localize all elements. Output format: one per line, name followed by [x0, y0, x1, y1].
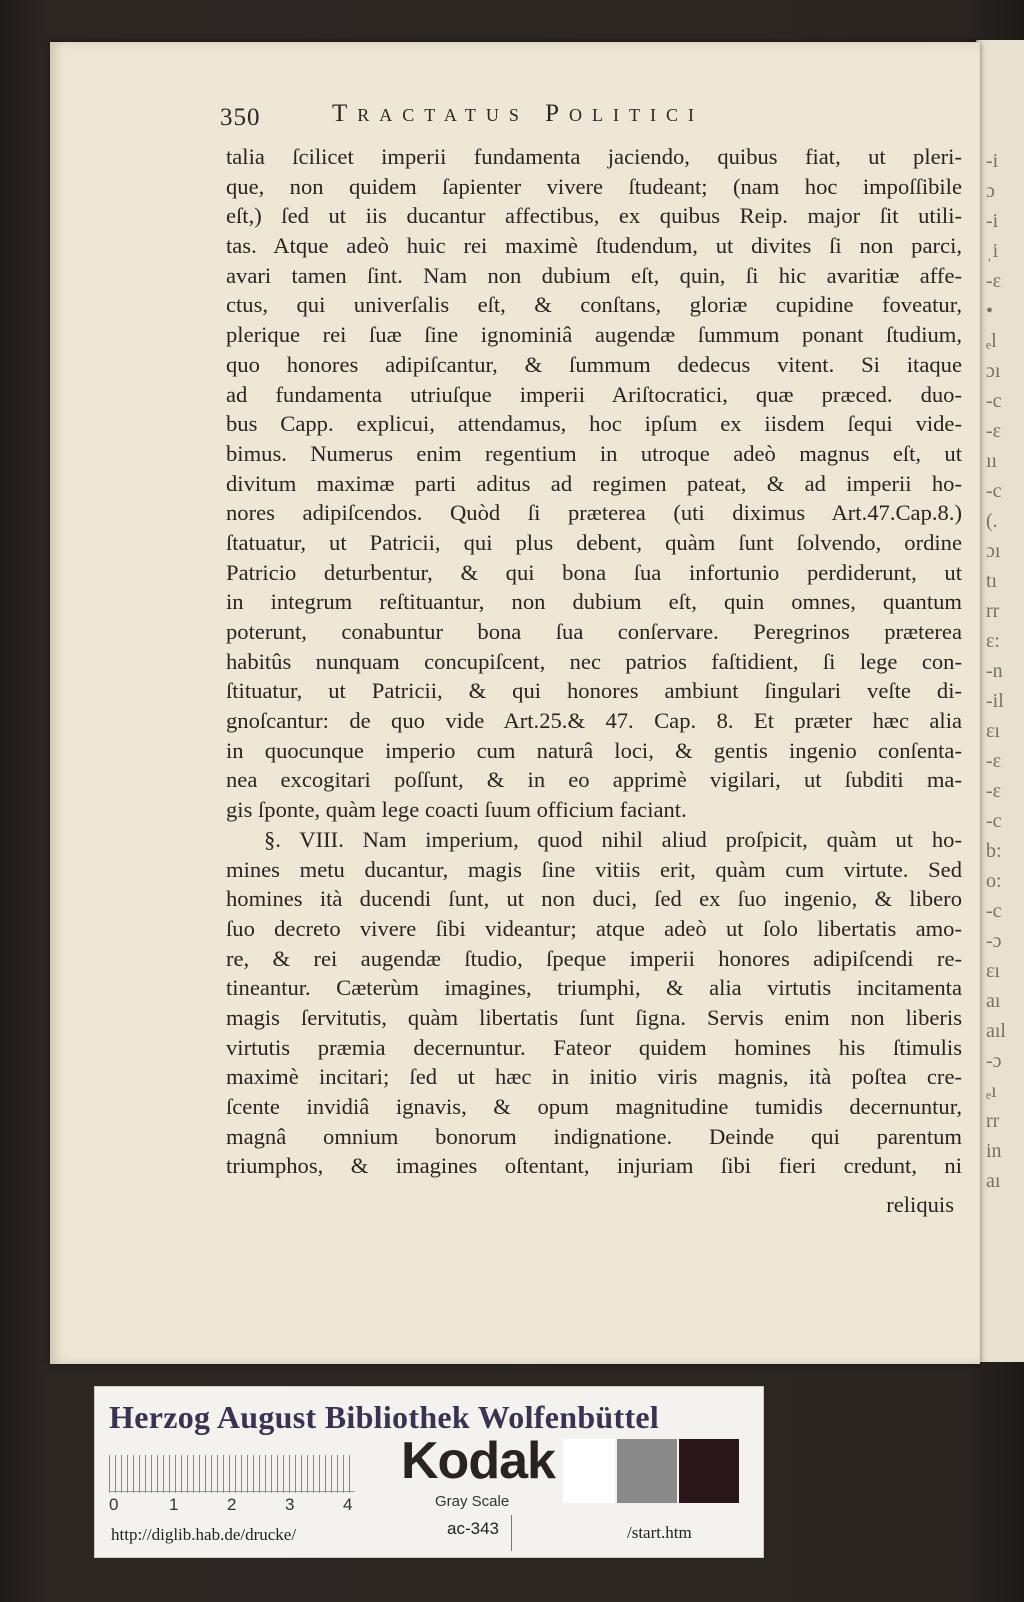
edge-glyph: -n	[986, 660, 1003, 682]
edge-glyph: -il	[986, 690, 1004, 712]
ruler-label: 2	[227, 1495, 237, 1514]
text-line: nea excogitari poſſunt, & in eo apprimè vigilari, ut ſubditi ma-	[226, 767, 962, 793]
edge-glyph: o:	[986, 870, 1002, 892]
text-line: magnâ omnium bonorum indignatione. Deinde qui parentum	[226, 1123, 962, 1149]
body-text	[226, 142, 962, 1181]
ruler-scale	[109, 1455, 355, 1493]
text-line: ſcente invidiâ ignavis, & opum magnitudine tumidis decernuntur,	[226, 1094, 962, 1119]
edge-glyph: aıl	[986, 1020, 1006, 1042]
gray-scale-label: Gray Scale	[435, 1493, 510, 1510]
ruler-label: 0	[109, 1495, 119, 1514]
text-line: in quocunque imperio cum naturâ loci, & gentis ingenio conſenta-	[226, 737, 962, 763]
text-line: ſuo decreto vivere ſibi videantur; atque adeò ut ſolo libertatis amo-	[226, 915, 962, 941]
gray-swatch	[617, 1439, 677, 1503]
edge-glyph: -ɛ	[986, 750, 1002, 772]
kodak-logo: Kodak	[401, 1432, 555, 1490]
edge-glyph: -c	[986, 480, 1002, 502]
url-right: /start.htm	[627, 1523, 692, 1542]
page-number: 350	[220, 104, 261, 131]
text-line: homines ità ducendi ſunt, ut non duci, ſed ex ſuo ingenio, & libero	[226, 886, 962, 912]
edge-glyph: -i	[986, 210, 999, 232]
edge-glyph: (.	[986, 510, 998, 532]
edge-glyph: -c	[986, 390, 1002, 412]
edge-glyph: aı	[986, 990, 1001, 1012]
edge-glyph: tı	[986, 570, 998, 592]
edge-glyph: -i	[986, 150, 999, 172]
text-line: ſtatuatur, ut Patricii, qui plus debent, quàm ſunt ſolvendo, ordine	[226, 529, 962, 555]
edge-glyph: -ɛ	[986, 270, 1002, 292]
text-line: §. VIII. Nam imperium, quod nihil aliud proſpicit, quàm ut ho-	[264, 826, 962, 852]
text-line: Patricio deturbentur, & qui bona ſua infortunio perdiderunt, ut	[226, 559, 962, 585]
library-name: Herzog August Bibliothek Wolfenbüttel	[109, 1399, 660, 1435]
text-line: triumphos, & imagines oſtentant, injuriam ſibi fieri credunt, ni	[226, 1153, 962, 1179]
text-line: talia ſcilicet imperii fundamenta jaciendo, quibus fiat, ut pleri-	[226, 144, 962, 169]
text-line: gis ſponte, quàm lege coacti ſuum officium faciant.	[226, 797, 687, 823]
edge-glyph: ₑl	[986, 330, 997, 352]
edge-glyph: -ɔ	[986, 930, 1002, 952]
text-line: que, non quidem ſapienter vivere ſtudeant; (nam hoc impoſſibile	[226, 173, 962, 199]
edge-glyph: rr	[986, 1110, 1000, 1132]
text-line: ctus, qui univerſalis eſt, & conſtans, gloriæ cupidine foveatur,	[226, 292, 962, 318]
edge-glyph: ɛ:	[986, 630, 1000, 652]
url-left: http://diglib.hab.de/drucke/	[111, 1525, 297, 1544]
color-reference-card	[94, 1386, 764, 1558]
catalog-code: ac-343	[447, 1519, 499, 1538]
code-divider	[511, 1515, 512, 1551]
text-line: virtutis præmia decernuntur. Fateor quidem homines his ſtimulis	[226, 1034, 962, 1060]
text-line: nores adipiſcendos. Quòd ſi præterea (uti diximus Art.47.Cap.8.)	[226, 500, 962, 526]
edge-glyph: ɛı	[986, 720, 1000, 742]
text-line: habitûs nunquam concupiſcent, nec patrios faſtidient, ſi lege con-	[226, 648, 962, 674]
edge-glyph: •	[986, 300, 994, 322]
white-swatch	[563, 1439, 615, 1503]
text-line: quo honores adipiſcantur, & ſummum dedecus vitent. Si itaque	[226, 351, 962, 377]
facing-page-edge	[976, 40, 1024, 1362]
ruler-label: 4	[343, 1495, 353, 1514]
text-line: tineantur. Cæterùm imagines, triumphi, & alia virtutis incitamenta	[226, 975, 962, 1001]
edge-glyph: ɔı	[986, 360, 1001, 382]
text-line: avari tamen ſint. Nam non dubium eſt, quin, ſi hic avaritiæ affe-	[226, 262, 962, 288]
text-line: re, & rei augendæ ſtudio, ſpeque imperii honores adipiſcendi re-	[226, 945, 962, 971]
edge-glyph: aı	[986, 1170, 1001, 1192]
edge-glyph: -ɛ	[986, 420, 1002, 442]
edge-glyph: ɔı	[986, 540, 1001, 562]
ruler-baseline	[109, 1491, 355, 1492]
ruler-label: 1	[169, 1495, 179, 1514]
text-line: bus Capp. explicui, attendamus, hoc ipſum ex iisdem ſequi vide-	[226, 411, 962, 437]
edge-glyph: -c	[986, 810, 1002, 832]
ruler-label: 3	[285, 1495, 295, 1514]
dark-swatch	[679, 1439, 739, 1503]
edge-glyph: ɛı	[986, 960, 1000, 982]
edge-glyph: ıı	[986, 450, 998, 472]
edge-glyph: -c	[986, 900, 1002, 922]
text-line: ad fundamenta utriuſque imperii Ariſtocratici, quæ præced. duo-	[226, 381, 962, 407]
text-line: mines metu ducantur, magis ſine vitiis erit, quàm cum virtute. Sed	[226, 856, 962, 882]
text-line: maximè incitari; ſed ut hæc in initio viris magnis, ità poſtea cre-	[226, 1064, 962, 1090]
edge-glyph: ˌi	[986, 240, 999, 262]
edge-glyph: b:	[986, 840, 1002, 862]
text-line: tas. Atque adeò huic rei maximè ſtudendum, ut divites ſi non parci,	[226, 233, 962, 259]
catchword: reliquis	[886, 1192, 954, 1217]
running-title: Tractatus Politici	[332, 100, 704, 127]
edge-glyph: in	[986, 1140, 1002, 1162]
edge-glyph: ₑı	[986, 1080, 997, 1102]
text-line: plerique rei ſuæ ſine ignominiâ augendæ ſummum ponant ſtudium,	[226, 322, 962, 348]
edge-glyph: -ɔ	[986, 1050, 1002, 1072]
edge-glyph: rr	[986, 600, 1000, 622]
edge-glyph: -ɛ	[986, 780, 1002, 802]
text-line: eſt,) ſed ut iis ducantur affectibus, ex quibus Reip. major ſit utili-	[226, 203, 962, 229]
running-head	[220, 100, 920, 140]
text-line: magis ſervitutis, quàm libertatis ſunt ſigna. Servis enim non liberis	[226, 1004, 962, 1030]
text-line: bimus. Numerus enim regentium in utroque adeò magnus eſt, ut	[226, 440, 962, 466]
text-line: ſtituatur, ut Patricii, & qui honores ambiunt ſingulari veſte di-	[226, 678, 962, 704]
edge-glyph: ɔ	[986, 180, 995, 202]
text-line: poterunt, conabuntur bona ſua conſervare. Peregrinos præterea	[226, 619, 962, 644]
text-line: in integrum reſtituantur, non dubium eſt, quin omnes, quantum	[226, 589, 962, 615]
text-line: gnoſcantur: de quo vide Art.25.& 47. Cap. 8. Et præter hæc alia	[226, 708, 962, 734]
text-line: divitum maximæ parti aditus ad regimen pateat, & ad imperii ho-	[226, 470, 962, 496]
